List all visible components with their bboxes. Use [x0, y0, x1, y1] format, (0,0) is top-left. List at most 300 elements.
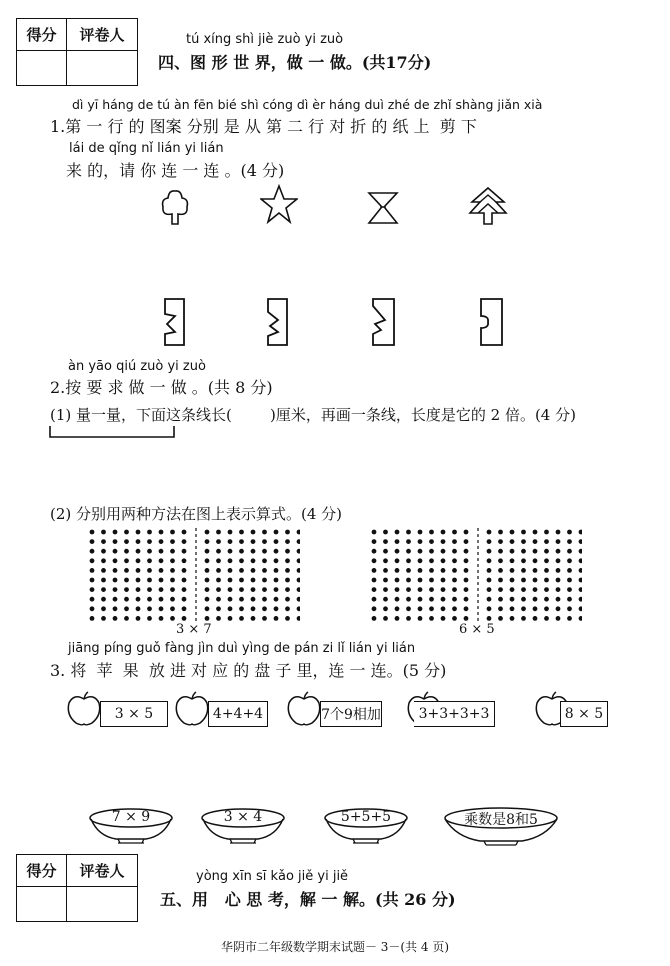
- apple-icon: [284, 689, 324, 729]
- grid-dot: [452, 597, 457, 602]
- grid-dot: [90, 606, 95, 611]
- grid-dot: [395, 587, 400, 592]
- grid-dot: [124, 568, 129, 573]
- grid-dot: [159, 568, 164, 573]
- tree-shape-icon[interactable]: [160, 188, 190, 226]
- plate[interactable]: [442, 804, 560, 848]
- grid-dot: [274, 606, 279, 611]
- grid-dot: [170, 558, 175, 563]
- grid-dot: [251, 597, 256, 602]
- grid-dot: [406, 616, 411, 621]
- grid-dot: [544, 606, 549, 611]
- grid-dot: [182, 558, 187, 563]
- grid-dot: [113, 568, 118, 573]
- grid-dot: [159, 549, 164, 554]
- grid-dot: [297, 530, 300, 535]
- measure-line-segment[interactable]: [48, 424, 178, 440]
- grid-dot: [285, 616, 290, 621]
- grid-dot: [285, 597, 290, 602]
- grid-dot: [452, 549, 457, 554]
- grid-dot: [90, 568, 95, 573]
- grid-dot: [498, 587, 503, 592]
- q3-title: 3. 将 苹 果 放 进 对 应 的 盘 子 里，连 一 连。(5 分): [50, 661, 447, 680]
- grid-dot: [533, 578, 538, 583]
- grid-dot: [170, 568, 175, 573]
- grid-dot: [567, 597, 572, 602]
- grid-dot: [372, 578, 377, 583]
- grid-dot: [216, 578, 221, 583]
- grid-dot: [395, 578, 400, 583]
- grid-dot: [262, 568, 267, 573]
- grid-dot: [182, 549, 187, 554]
- grid-dot: [251, 606, 256, 611]
- grid-dot: [136, 539, 141, 544]
- grid-dot: [372, 587, 377, 592]
- grid-dot: [372, 616, 377, 621]
- grid-dot: [487, 578, 492, 583]
- folded-half-star-icon[interactable]: [264, 296, 290, 348]
- folded-half-hourglass-icon[interactable]: [369, 296, 397, 348]
- dot-grid-right[interactable]: [370, 528, 582, 622]
- grid-dot: [170, 616, 175, 621]
- grid-dot: [418, 616, 423, 621]
- grid-dot: [487, 587, 492, 592]
- grid-dot: [498, 578, 503, 583]
- grid-dot: [182, 530, 187, 535]
- apple-card[interactable]: [64, 689, 174, 733]
- grid-dot: [510, 597, 515, 602]
- grid-dot: [274, 568, 279, 573]
- score-label: 得分: [17, 19, 67, 51]
- grader-label: 评卷人: [67, 855, 137, 887]
- grid-dot: [274, 558, 279, 563]
- grid-dot: [429, 587, 434, 592]
- grid-dot: [251, 616, 256, 621]
- grid-dot: [205, 568, 210, 573]
- grid-dot: [251, 568, 256, 573]
- apple-label: 3+3+3+3: [414, 701, 495, 727]
- grid-dot: [124, 606, 129, 611]
- grid-dot: [429, 606, 434, 611]
- grid-dot: [182, 616, 187, 621]
- grid-dot: [579, 539, 582, 544]
- grid-dot: [383, 578, 388, 583]
- grid-dot: [579, 558, 582, 563]
- q1-text-line1: 1.第 一 行 的 图案 分别 是 从 第 二 行 对 折 的 纸 上 剪 下: [50, 117, 477, 136]
- grid-dot: [510, 587, 515, 592]
- grid-dot: [372, 530, 377, 535]
- grid-dot: [567, 530, 572, 535]
- grid-dot: [262, 539, 267, 544]
- grid-dot: [441, 606, 446, 611]
- grid-dot: [274, 530, 279, 535]
- grid-dot: [147, 539, 152, 544]
- grid-dot: [274, 578, 279, 583]
- grid-dot: [101, 587, 106, 592]
- grid-dot: [418, 587, 423, 592]
- grid-dot: [383, 616, 388, 621]
- grid-dot: [498, 539, 503, 544]
- grid-dot: [262, 530, 267, 535]
- q2-part1: (1) 量一量，下面这条线长( )厘米，再画一条线，长度是它的 2 倍。(4 分): [50, 406, 576, 424]
- grid-dot: [90, 587, 95, 592]
- grid-dot: [228, 597, 233, 602]
- grid-dot: [579, 616, 582, 621]
- grid-dot: [383, 568, 388, 573]
- grid-dot: [113, 587, 118, 592]
- grid-dot: [418, 530, 423, 535]
- grid-dot: [251, 578, 256, 583]
- grid-dot: [90, 616, 95, 621]
- grid-dot: [372, 606, 377, 611]
- grid-dot: [533, 530, 538, 535]
- grid-dot: [556, 578, 561, 583]
- grid-dot: [124, 539, 129, 544]
- grid-dot: [285, 578, 290, 583]
- grid-dot: [544, 568, 549, 573]
- grid-dot: [406, 568, 411, 573]
- grid-dot: [521, 549, 526, 554]
- grid-dot: [521, 606, 526, 611]
- grid-dot: [510, 578, 515, 583]
- grid-dot: [418, 597, 423, 602]
- grid-dot: [544, 597, 549, 602]
- grid-dot: [182, 578, 187, 583]
- grid-dot: [182, 587, 187, 592]
- grid-dot: [372, 539, 377, 544]
- grid-dot: [533, 568, 538, 573]
- grid-dot: [452, 539, 457, 544]
- grid-dot: [216, 587, 221, 592]
- grid-dot: [452, 568, 457, 573]
- grid-dot: [136, 530, 141, 535]
- grid-dot: [544, 539, 549, 544]
- grid-dot: [418, 606, 423, 611]
- grid-dot: [90, 549, 95, 554]
- grid-dot: [239, 597, 244, 602]
- grid-dot: [544, 530, 549, 535]
- grid-dot: [262, 616, 267, 621]
- grid-dot: [418, 549, 423, 554]
- grid-dot: [239, 578, 244, 583]
- grid-dot: [170, 606, 175, 611]
- grid-dot: [159, 606, 164, 611]
- grid-dot: [285, 549, 290, 554]
- grid-dot: [544, 558, 549, 563]
- grid-dot: [418, 568, 423, 573]
- grid-dot: [90, 539, 95, 544]
- grid-dot: [297, 606, 300, 611]
- grid-dot: [101, 606, 106, 611]
- grid-dot: [464, 597, 469, 602]
- grid-dot: [285, 539, 290, 544]
- grid-dot: [136, 606, 141, 611]
- grid-dot: [521, 616, 526, 621]
- grid-dot: [429, 549, 434, 554]
- grid-dot: [452, 587, 457, 592]
- grid-dot: [205, 558, 210, 563]
- grid-dot: [556, 587, 561, 592]
- grid-dot: [510, 539, 515, 544]
- grid-dot: [418, 578, 423, 583]
- grid-dot: [441, 568, 446, 573]
- grid-dot: [113, 606, 118, 611]
- grid-dot: [406, 587, 411, 592]
- grid-dot: [101, 549, 106, 554]
- grid-dot: [441, 549, 446, 554]
- grid-dot: [297, 549, 300, 554]
- grid-dot: [556, 568, 561, 573]
- grid-dot: [297, 558, 300, 563]
- grader-cell[interactable]: [67, 51, 137, 85]
- grid-dot: [297, 587, 300, 592]
- grid-dot: [498, 530, 503, 535]
- grid-dot: [533, 597, 538, 602]
- grid-dot: [205, 597, 210, 602]
- grid-dot: [487, 549, 492, 554]
- grid-dot: [429, 539, 434, 544]
- grid-dot: [464, 558, 469, 563]
- grid-dot: [113, 597, 118, 602]
- grid-dot: [239, 549, 244, 554]
- q2-pinyin: àn yāo qiú zuò yi zuò: [68, 359, 206, 374]
- folded-half-tree-icon[interactable]: [161, 296, 187, 348]
- grid-dot: [544, 587, 549, 592]
- grid-dot: [136, 549, 141, 554]
- grid-dot: [395, 606, 400, 611]
- grid-dot: [429, 597, 434, 602]
- grid-dot: [147, 558, 152, 563]
- grid-dot: [406, 549, 411, 554]
- grid-dot: [406, 606, 411, 611]
- plate[interactable]: [323, 806, 409, 846]
- grid-dot: [90, 578, 95, 583]
- apple-card[interactable]: [404, 689, 514, 733]
- grid-dot: [216, 530, 221, 535]
- grid-dot: [395, 530, 400, 535]
- grid-dot: [216, 539, 221, 544]
- grid-dot: [510, 530, 515, 535]
- grid-dot: [90, 558, 95, 563]
- apple-card[interactable]: [172, 689, 272, 733]
- grid-dot: [464, 530, 469, 535]
- grid-dot: [113, 578, 118, 583]
- grid-dot: [533, 539, 538, 544]
- grid-dot: [372, 597, 377, 602]
- grid-dot: [136, 558, 141, 563]
- score-cell[interactable]: [17, 51, 67, 85]
- grid-dot: [101, 616, 106, 621]
- grid-dot: [113, 616, 118, 621]
- grid-dot: [124, 597, 129, 602]
- grid-dot: [487, 597, 492, 602]
- grid1-caption: 3 × 7: [176, 622, 212, 637]
- grid-dot: [124, 558, 129, 563]
- grid-dot: [464, 578, 469, 583]
- grid-dot: [147, 530, 152, 535]
- grid-dot: [464, 587, 469, 592]
- grid-dot: [464, 616, 469, 621]
- grid-dot: [383, 587, 388, 592]
- score-table-bottom: [16, 854, 138, 922]
- grid-dot: [101, 578, 106, 583]
- plate[interactable]: [88, 806, 174, 846]
- grid-dot: [297, 539, 300, 544]
- grid-dot: [90, 597, 95, 602]
- grid-dot: [274, 597, 279, 602]
- plate-label: 5+5+5: [340, 809, 392, 825]
- grid-dot: [285, 558, 290, 563]
- grid-dot: [567, 539, 572, 544]
- grid-dot: [297, 578, 300, 583]
- dot-grid-left[interactable]: [88, 528, 300, 622]
- grid-dot: [228, 558, 233, 563]
- grid-dot: [418, 539, 423, 544]
- apple-label: 8 × 5: [560, 701, 608, 727]
- grid2-caption: 6 × 5: [459, 622, 495, 637]
- grid-dot: [544, 549, 549, 554]
- grid-dot: [216, 568, 221, 573]
- grid-dot: [441, 587, 446, 592]
- grid-dot: [498, 558, 503, 563]
- grid-dot: [136, 587, 141, 592]
- q1-text-line2: 来 的，请 你 连 一 连 。(4 分): [66, 161, 285, 180]
- grid-dot: [147, 549, 152, 554]
- grid-dot: [285, 587, 290, 592]
- grid-dot: [441, 530, 446, 535]
- apple-icon: [64, 689, 104, 729]
- grid-dot: [498, 597, 503, 602]
- grid-dot: [383, 597, 388, 602]
- grid-dot: [556, 606, 561, 611]
- pine-tree-icon[interactable]: [468, 186, 508, 226]
- grid-dot: [182, 597, 187, 602]
- grid-dot: [228, 549, 233, 554]
- grid-dot: [285, 530, 290, 535]
- grid-dot: [498, 606, 503, 611]
- grid-dot: [216, 616, 221, 621]
- grid-dot: [487, 558, 492, 563]
- plate-label: 7 × 9: [111, 809, 151, 825]
- q1-pinyin-line2: lái de qǐng nǐ lián yi lián: [69, 141, 224, 156]
- grid-dot: [147, 568, 152, 573]
- grid-dot: [147, 616, 152, 621]
- grid-dot: [159, 597, 164, 602]
- grid-dot: [556, 558, 561, 563]
- folded-half-round-icon[interactable]: [475, 296, 505, 348]
- star-shape-icon[interactable]: [260, 184, 298, 224]
- grid-dot: [452, 530, 457, 535]
- grid-dot: [147, 597, 152, 602]
- grid-dot: [579, 578, 582, 583]
- grid-dot: [533, 549, 538, 554]
- grid-dot: [101, 568, 106, 573]
- hourglass-tree-icon[interactable]: [366, 190, 400, 226]
- plate[interactable]: [200, 806, 286, 846]
- grid-dot: [567, 606, 572, 611]
- grid-dot: [383, 530, 388, 535]
- apple-card[interactable]: [532, 689, 612, 733]
- grid-dot: [452, 578, 457, 583]
- grid-dot: [579, 606, 582, 611]
- plate-label: 3 × 4: [223, 809, 263, 825]
- grid-dot: [556, 616, 561, 621]
- grid-dot: [113, 539, 118, 544]
- grid-dot: [101, 539, 106, 544]
- grid-dot: [101, 558, 106, 563]
- grid-dot: [510, 616, 515, 621]
- grid-dot: [464, 606, 469, 611]
- grid-dot: [579, 568, 582, 573]
- grid-dot: [205, 549, 210, 554]
- grid-dot: [429, 616, 434, 621]
- grid-dot: [147, 578, 152, 583]
- grid-dot: [239, 530, 244, 535]
- grid-dot: [452, 558, 457, 563]
- grid-dot: [285, 606, 290, 611]
- plate-label: 乘数是8和5: [464, 812, 538, 828]
- grid-dot: [521, 597, 526, 602]
- grid-dot: [124, 549, 129, 554]
- grid-dot: [567, 568, 572, 573]
- grid-dot: [510, 568, 515, 573]
- grid-dot: [544, 578, 549, 583]
- apple-label: 3 × 5: [100, 701, 168, 727]
- grid-dot: [239, 616, 244, 621]
- grid-dot: [159, 558, 164, 563]
- q2-title: 2.按 要 求 做 一 做 。(共 8 分): [50, 378, 273, 397]
- grader-cell[interactable]: [67, 887, 137, 921]
- grid-dot: [452, 606, 457, 611]
- grid-dot: [567, 616, 572, 621]
- grid-dot: [251, 539, 256, 544]
- apple-label: 4+4+4: [208, 701, 268, 727]
- grid-dot: [498, 549, 503, 554]
- grid-dot: [216, 606, 221, 611]
- grid-dot: [429, 558, 434, 563]
- grid-dot: [533, 587, 538, 592]
- grid-dot: [124, 530, 129, 535]
- grid-dot: [441, 616, 446, 621]
- grid-dot: [205, 587, 210, 592]
- grid-dot: [228, 616, 233, 621]
- score-label: 得分: [17, 855, 67, 887]
- section4-pinyin: tú xíng shì jiè zuò yi zuò: [186, 32, 344, 47]
- grid-dot: [228, 606, 233, 611]
- grid-dot: [124, 578, 129, 583]
- grid-dot: [487, 616, 492, 621]
- grid-dot: [262, 587, 267, 592]
- grid-dot: [216, 549, 221, 554]
- grid-dot: [147, 606, 152, 611]
- grid-dot: [567, 549, 572, 554]
- grid-dot: [429, 530, 434, 535]
- grid-dot: [239, 568, 244, 573]
- grid-dot: [228, 568, 233, 573]
- grid-dot: [464, 549, 469, 554]
- grid-dot: [170, 587, 175, 592]
- grid-dot: [372, 549, 377, 554]
- page-footer: 华阴市二年级数学期末试题－ 3－(共 4 页): [220, 940, 450, 954]
- grid-dot: [251, 530, 256, 535]
- grid-dot: [406, 558, 411, 563]
- q2-part2: (2) 分别用两种方法在图上表示算式。(4 分): [50, 505, 343, 523]
- grid-dot: [101, 530, 106, 535]
- grid-dot: [510, 549, 515, 554]
- grid-dot: [239, 539, 244, 544]
- apple-card[interactable]: [284, 689, 384, 733]
- score-cell[interactable]: [17, 887, 67, 921]
